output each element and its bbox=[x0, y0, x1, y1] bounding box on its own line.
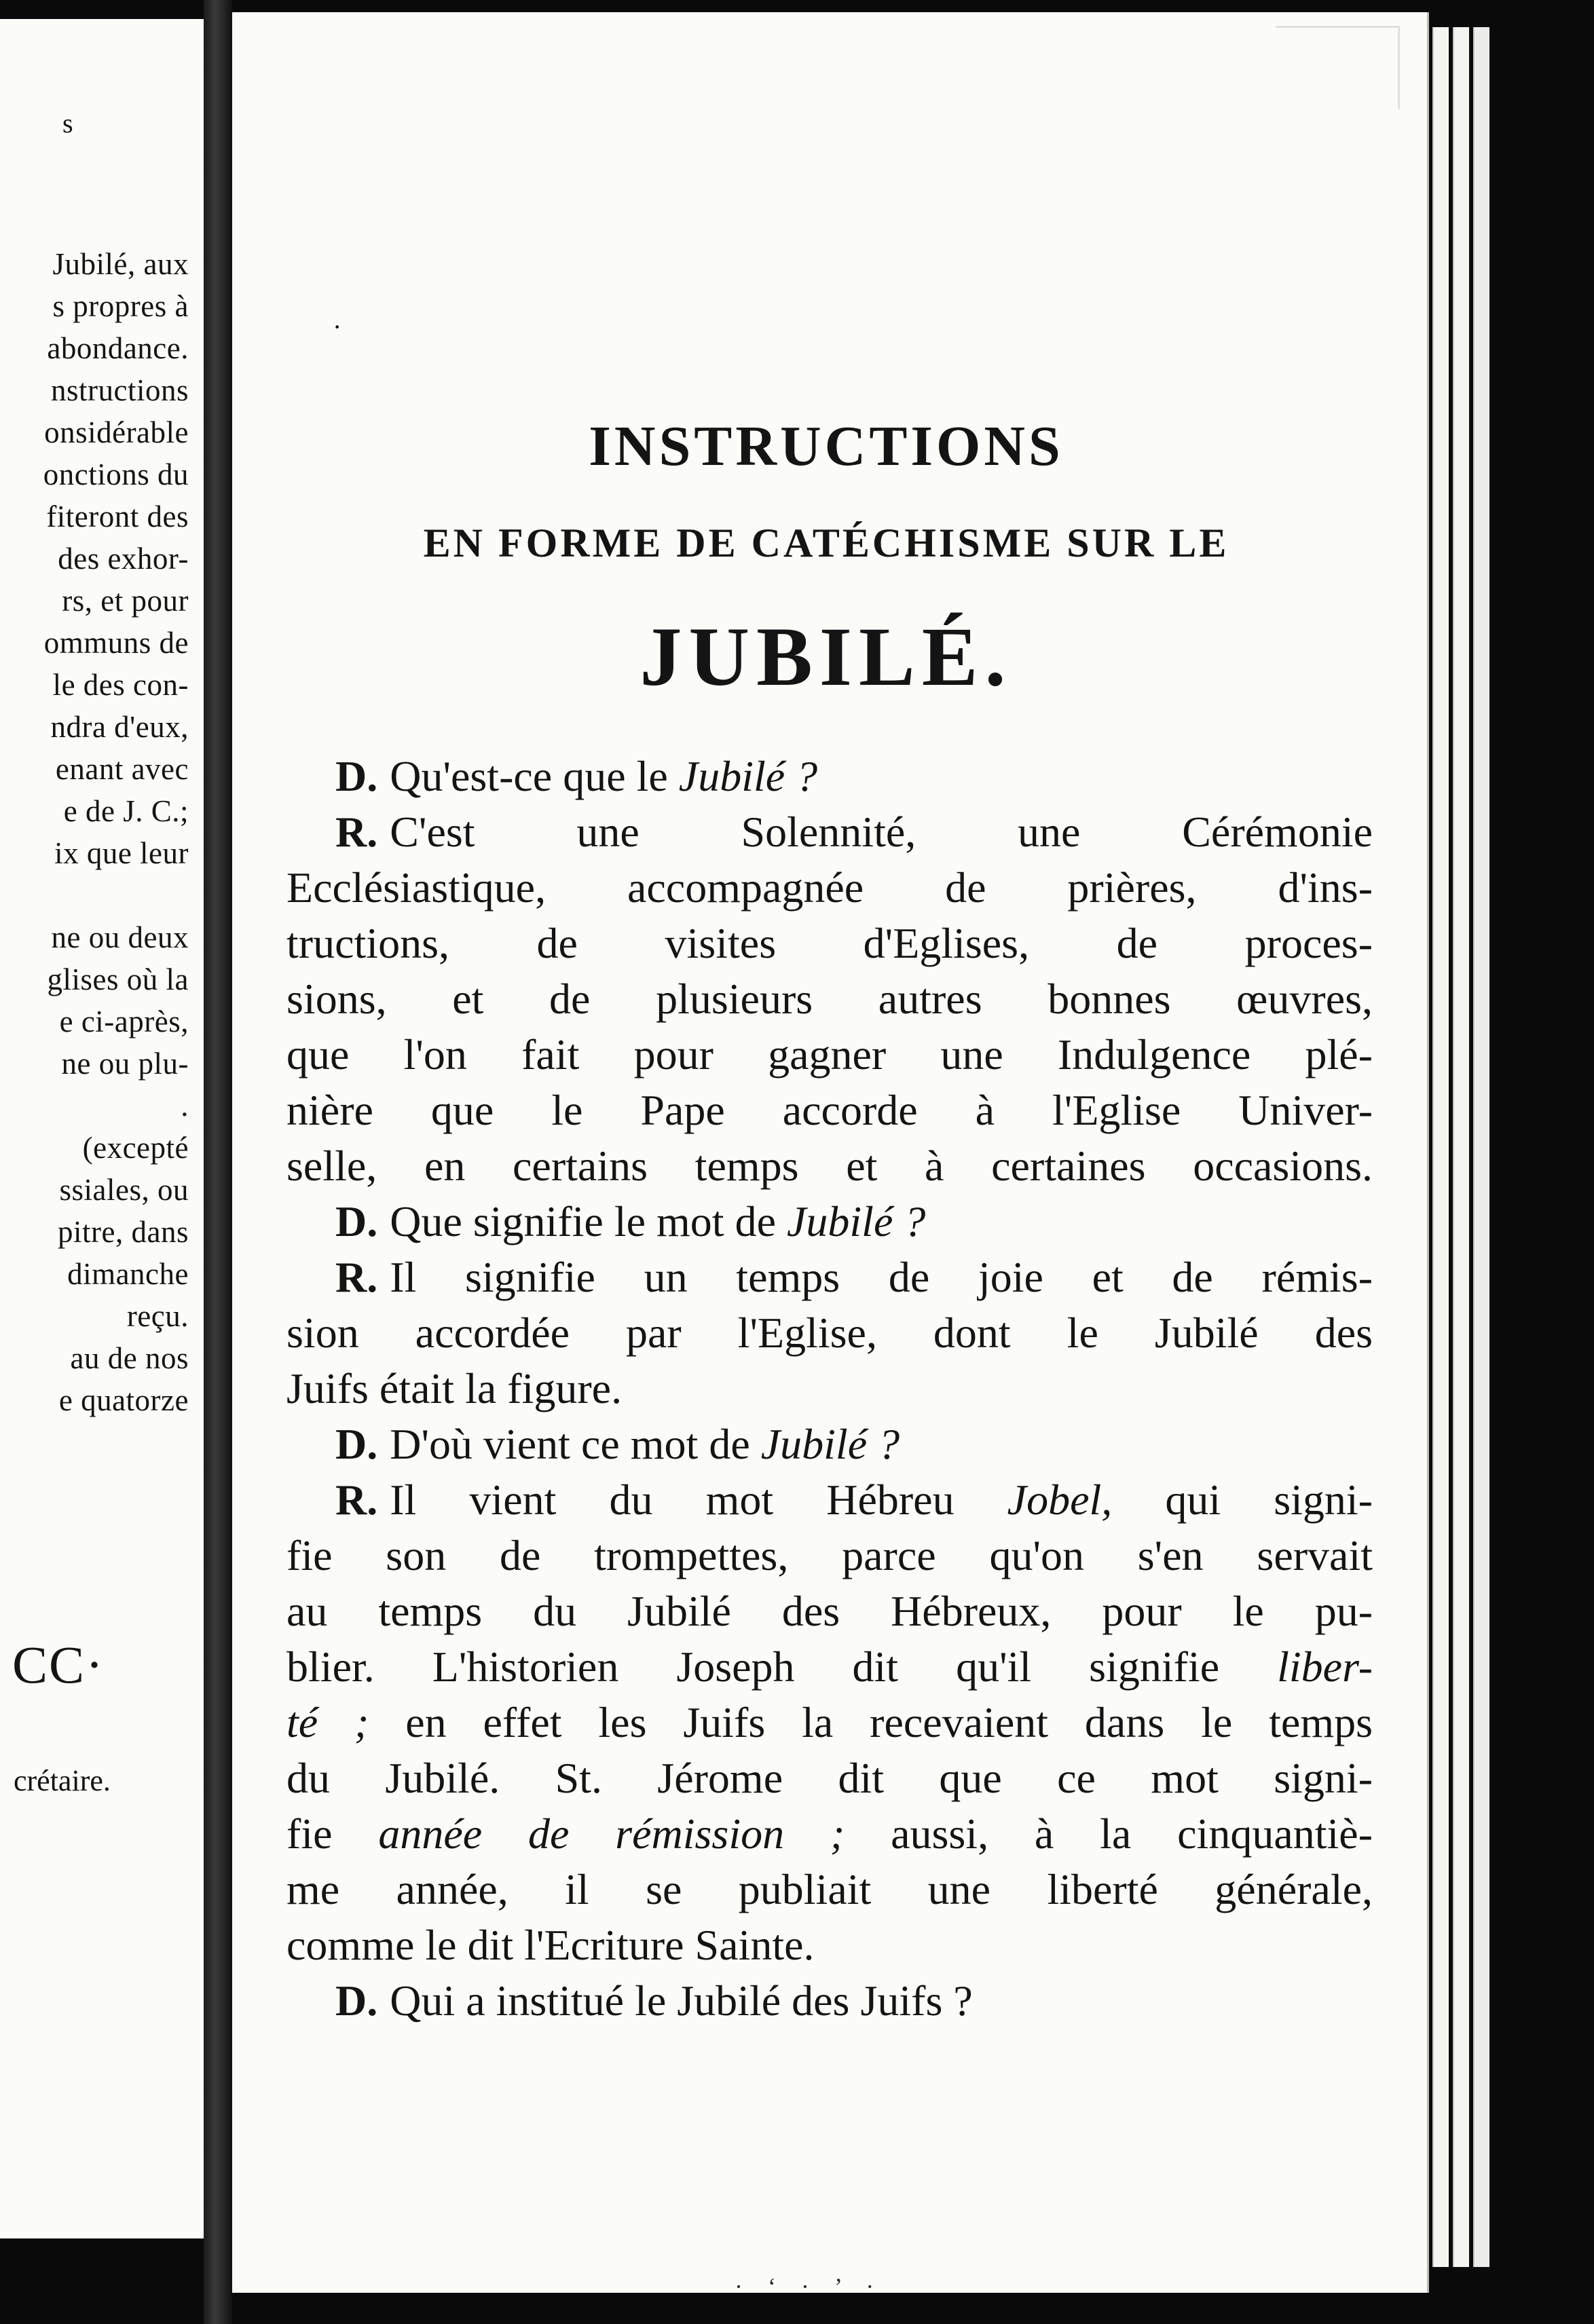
answer-3-line-1 bbox=[286, 1472, 1373, 1528]
left-page-line: ommuns de bbox=[43, 626, 189, 660]
left-page-heading-fragment: CC· bbox=[12, 1635, 105, 1694]
left-page-line: glises où la bbox=[47, 962, 189, 996]
question-3 bbox=[286, 1417, 1373, 1472]
page-edge bbox=[1473, 27, 1489, 2267]
left-page-line: abondance. bbox=[47, 331, 189, 365]
answer-2-line-2: sion accordée par l'Eglise, dont le Jubilé des bbox=[286, 1309, 1373, 1357]
left-page-line: enant avec bbox=[55, 752, 189, 786]
answer-1-line-1 bbox=[286, 804, 1373, 860]
left-page-line: ssiales, ou bbox=[59, 1173, 189, 1207]
answer-label: R. bbox=[335, 1476, 378, 1524]
question-text: Qu'est-ce que le bbox=[390, 752, 679, 800]
answer-text: en effet les Juifs la recevaient dans le temps bbox=[369, 1698, 1373, 1746]
left-page-line bbox=[0, 874, 189, 916]
answer-3-line-4 bbox=[286, 1639, 1373, 1695]
left-page-line: onsidérable bbox=[44, 415, 189, 449]
answer-text: Il vient du mot Hébreu bbox=[390, 1476, 1007, 1524]
answer-3-line-5 bbox=[286, 1695, 1373, 1750]
page-content bbox=[259, 12, 1393, 2293]
left-page-line: au de nos bbox=[70, 1341, 189, 1375]
left-page-line: . bbox=[181, 1089, 189, 1123]
answer-label: R. bbox=[335, 808, 378, 856]
left-page-signature-fragment: crétaire. bbox=[14, 1764, 111, 1797]
page-subtitle: EN FORME DE CATÉCHISME SUR LE bbox=[423, 521, 1229, 565]
left-page-line: fiteront des bbox=[46, 500, 189, 533]
answer-text: fie bbox=[286, 1810, 379, 1858]
question-1 bbox=[286, 749, 1373, 804]
left-page-line: ne ou plu- bbox=[61, 1047, 189, 1081]
question-text: D'où vient ce mot de bbox=[390, 1420, 761, 1468]
answer-3-line-9: comme le dit l'Ecriture Sainte. bbox=[286, 1921, 815, 1969]
question-emphasis: Jubilé ? bbox=[786, 1197, 926, 1245]
answer-emphasis: liber- bbox=[1277, 1643, 1373, 1691]
answer-1-line-7: selle, en certains temps et à certaines occasions. bbox=[286, 1142, 1373, 1190]
left-page-line: ndra d'eux, bbox=[50, 710, 189, 744]
question-2 bbox=[286, 1194, 1373, 1250]
answer-1-line-4: sions, et de plusieurs autres bonnes œuvres, bbox=[286, 975, 1373, 1023]
answer-2-line-1 bbox=[286, 1250, 1373, 1305]
answer-3-line-7 bbox=[286, 1806, 1373, 1862]
main-page bbox=[232, 12, 1429, 2293]
answer-1-line-2: Ecclésiastique, accompagnée de prières, d'ins- bbox=[286, 863, 1373, 912]
question-label: D. bbox=[335, 752, 378, 800]
left-page-line: (excepté bbox=[82, 1131, 189, 1165]
catechism-text bbox=[286, 749, 1373, 2029]
answer-2-line-3: Juifs était la figure. bbox=[286, 1364, 623, 1412]
answer-emphasis: té ; bbox=[286, 1698, 369, 1746]
left-page-line: onctions du bbox=[43, 457, 189, 491]
left-page-line: nstructions bbox=[51, 373, 189, 407]
answer-text: Il signifie un temps de joie et de rémis- bbox=[390, 1253, 1373, 1301]
left-page-line: reçu. bbox=[126, 1299, 189, 1333]
question-4 bbox=[286, 1973, 1373, 2029]
left-page bbox=[0, 19, 208, 2238]
question-text: Que signifie le mot de bbox=[390, 1197, 787, 1245]
left-page-text bbox=[0, 243, 189, 1421]
left-page-line: dimanche bbox=[67, 1257, 189, 1291]
answer-label: R. bbox=[335, 1253, 378, 1301]
answer-emphasis: Jobel, bbox=[1007, 1476, 1113, 1524]
left-page-line: e ci-après, bbox=[59, 1005, 189, 1038]
page-edge bbox=[1432, 27, 1449, 2267]
answer-text: C'est une Solennité, une Cérémonie bbox=[390, 808, 1373, 856]
answer-1-line-3: tructions, de visites d'Eglises, de proces- bbox=[286, 919, 1373, 967]
bottom-marks: · ‘ · ’ · bbox=[735, 2273, 884, 2293]
answer-1-line-5: que l'on fait pour gagner une Indulgence plé- bbox=[286, 1030, 1373, 1079]
answer-text: qui signi- bbox=[1112, 1476, 1373, 1524]
page-title-jubile: JUBILÉ. bbox=[640, 610, 1013, 703]
stray-dot: · bbox=[333, 312, 342, 342]
question-emphasis: Jubilé ? bbox=[678, 752, 818, 800]
left-page-line: e de J. C.; bbox=[63, 794, 189, 828]
left-page-line: s propres à bbox=[52, 289, 189, 323]
answer-3-line-8: me année, il se publiait une liberté générale, bbox=[286, 1865, 1373, 1913]
page-edge bbox=[1453, 27, 1469, 2267]
left-page-line: Jubilé, aux bbox=[52, 247, 189, 281]
answer-text: blier. L'historien Joseph dit qu'il signifie bbox=[286, 1643, 1278, 1691]
page-title: INSTRUCTIONS bbox=[589, 415, 1064, 478]
left-page-line: e quatorze bbox=[58, 1383, 189, 1417]
answer-emphasis: année de rémission ; bbox=[378, 1810, 845, 1858]
answer-3-line-2: fie son de trompettes, parce qu'on s'en servait bbox=[286, 1531, 1373, 1579]
question-text: Qui a institué le Jubilé des Juifs ? bbox=[390, 1976, 973, 2025]
question-label: D. bbox=[335, 1420, 378, 1468]
left-page-line: ix que leur bbox=[54, 836, 189, 870]
left-page-line: des exhor- bbox=[58, 542, 189, 576]
answer-text: aussi, à la cinquantiè- bbox=[845, 1810, 1373, 1858]
left-page-line: pitre, dans bbox=[58, 1215, 189, 1249]
question-emphasis: Jubilé ? bbox=[760, 1420, 900, 1468]
left-page-line: le des con- bbox=[52, 668, 189, 702]
question-label: D. bbox=[335, 1976, 378, 2025]
book-gutter bbox=[204, 0, 232, 2324]
left-page-marker: s bbox=[62, 108, 73, 138]
left-page-line: ne ou deux bbox=[51, 920, 189, 954]
left-page-line: rs, et pour bbox=[62, 584, 189, 618]
answer-3-line-3: au temps du Jubilé des Hébreux, pour le pu- bbox=[286, 1587, 1373, 1635]
answer-3-line-6: du Jubilé. St. Jérome dit que ce mot signi- bbox=[286, 1754, 1373, 1802]
question-label: D. bbox=[335, 1197, 378, 1245]
answer-1-line-6: nière que le Pape accorde à l'Eglise Univer- bbox=[286, 1086, 1373, 1134]
